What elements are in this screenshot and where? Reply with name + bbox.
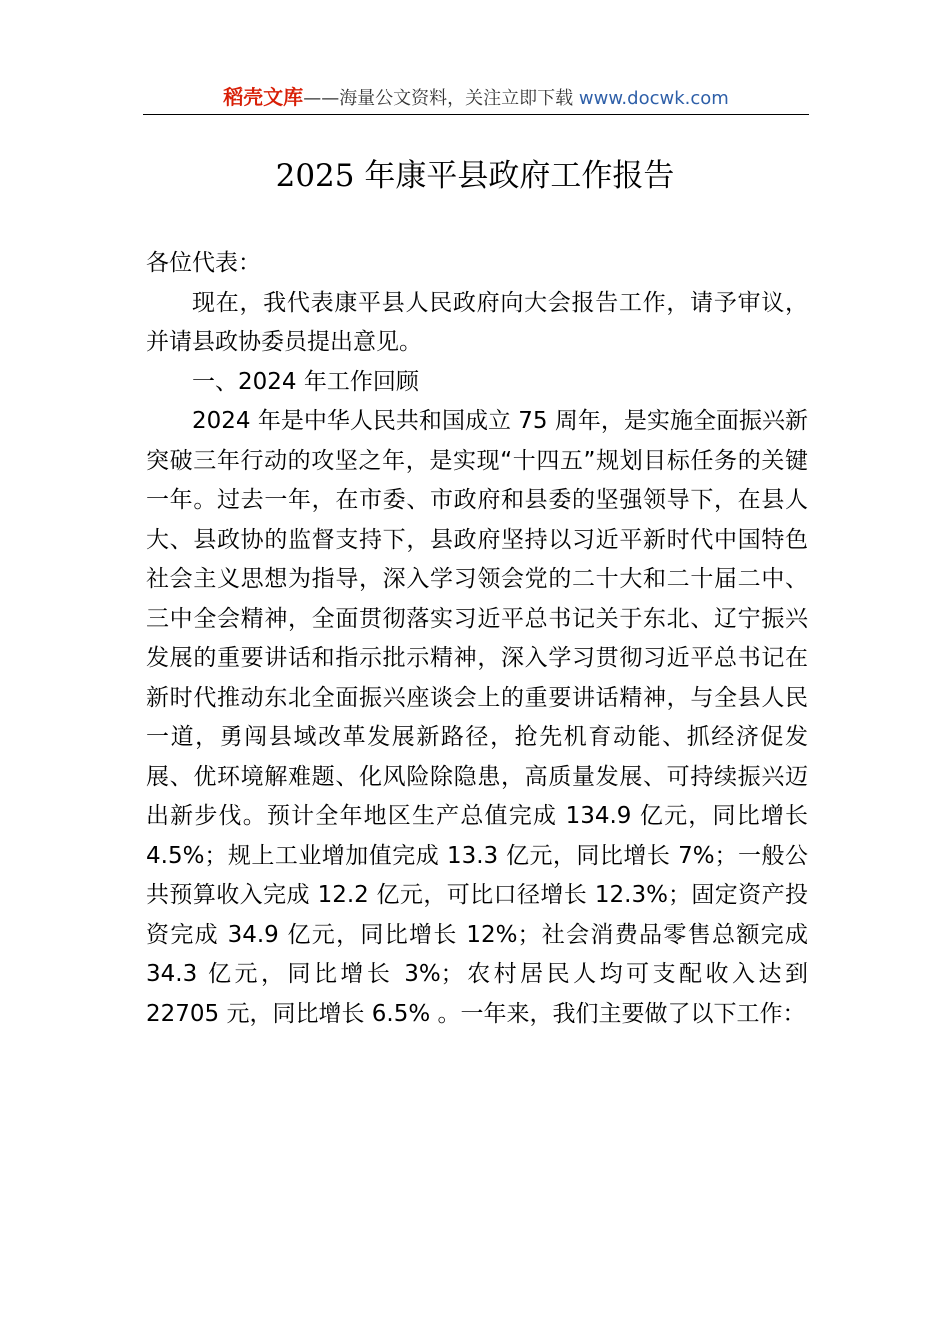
document-body [146,244,808,1034]
page-header [143,84,809,115]
intro-paragraph: 现在，我代表康平县人民政府向大会报告工作，请予审议，并请县政协委员提出意见。 [146,289,808,355]
title-text: 年康平县政府工作报告 [364,158,675,194]
section-heading: 一、2024 年工作回顾 [192,368,419,395]
title-year: 2025 [275,158,355,194]
document-title [0,152,950,200]
header-slogan: ——海量公文资料，关注立即下载 [303,88,574,109]
website-link[interactable]: www.docwk.com [578,88,729,109]
review-paragraph: 2024 年是中华人民共和国成立 75 周年，是实施全面振兴新突破三年行动的攻坚之年，是实现“十四五”规划目标任务的关键一年。过去一年，在市委、市政府和县委的坚强领导下，在县人大、县政协的监督支持下，县政府坚持以习近平新时代中国特色社会主义思想为指导，深入学习领会党的二十大和二十届二中、三中全会精神，全面贯彻落实习近平总书记关于东北、辽宁振兴发展的重要讲话和指示批示精神，深入学习贯彻习近平总书记在新时代推动东北全面振兴座谈会上的重要讲话精神，与全县人民一道，勇闯县域改革发展新路径，抢先机育动能、抓经济促发展、优环境解难题、化风险除隐患，高质量发展、可持续振兴迈出新步伐。预计全年地区生产总值完成 134.9 亿元，同比增长 4.5%；规上工业增加值完成 13.3 亿元，同比增长 7%；一般公共预算收入完成 12.2 亿元，可比口径增长 12.3%；固定资产投资完成 34.9 亿元，同比增长 12%；社会消费品零售总额完成 34.3 亿元，同比增长 3%；农村居民人均可支配收入达到 22705 元，同比增长 6.5% 。一年来，我们主要做了以下工作： [146,408,808,1027]
brand-name: 稻壳文库 [223,85,304,109]
salutation: 各位代表： [146,250,261,276]
